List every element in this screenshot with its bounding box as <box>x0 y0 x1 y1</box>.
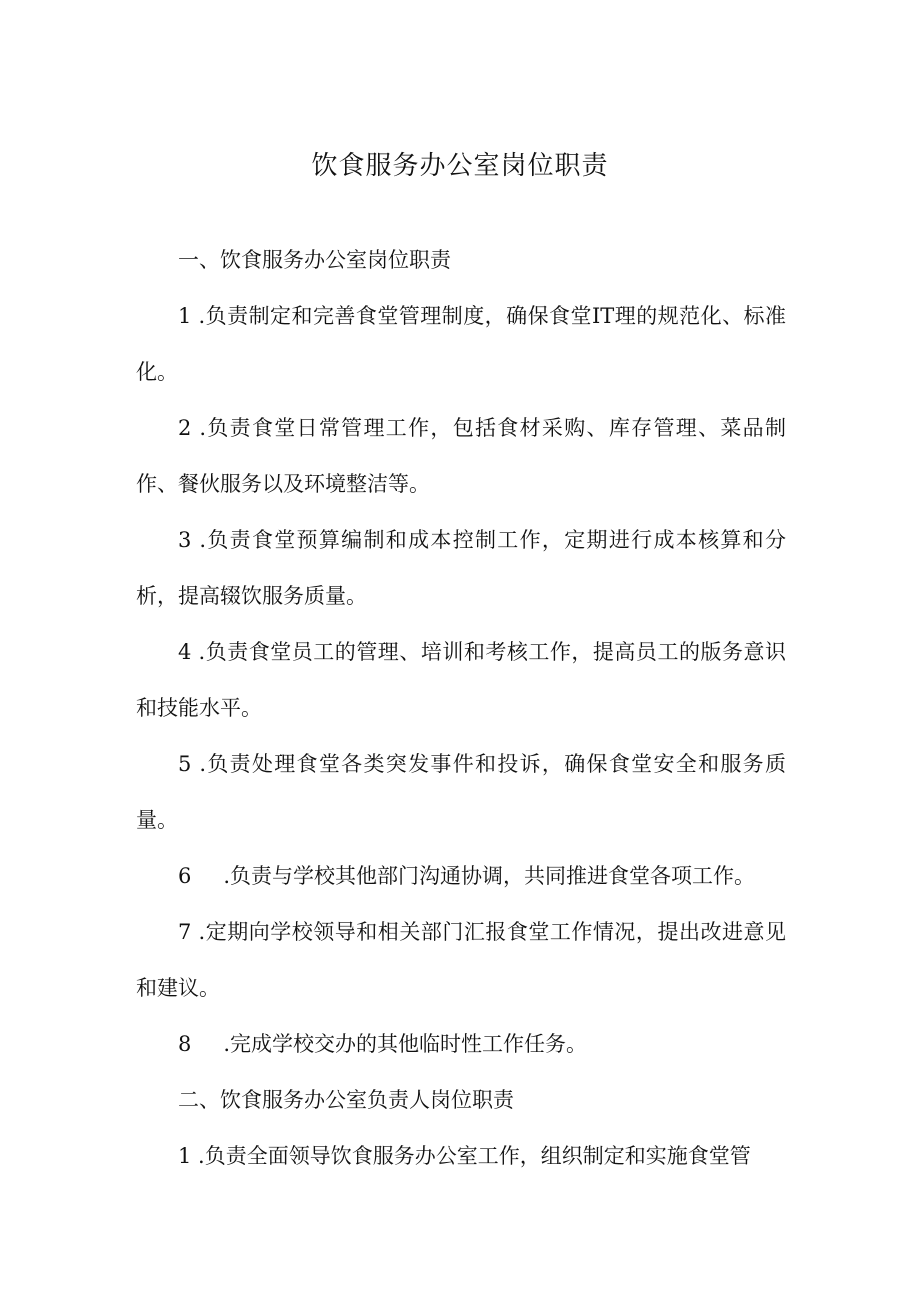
section-heading-2 <box>136 1072 786 1128</box>
list-item <box>136 288 786 400</box>
list-item <box>136 512 786 624</box>
document-body <box>136 232 786 1184</box>
section-heading-1 <box>136 232 786 288</box>
list-item <box>136 1016 786 1072</box>
paragraph-text: 3 .负责食堂预算编制和成本控制工作，定期进行成本核算和分析，提高辍饮服务质量。 <box>136 528 786 608</box>
paragraph-text: .完成学校交办的其他临时性工作任务。 <box>223 1032 588 1056</box>
list-item <box>136 904 786 1016</box>
list-item <box>136 848 786 904</box>
paragraph-text: 5 .负责处理食堂各类突发事件和投诉，确保食堂安全和服务质量。 <box>136 752 786 832</box>
paragraph-text: 2 .负责食堂日常管理工作，包括食材采购、库存管理、菜品制作、餐伙服务以及环境整洁等。 <box>136 416 786 496</box>
paragraph-text: 4 .负责食堂员工的管理、培训和考核工作，提高员工的版务意识和技能水平。 <box>136 640 786 720</box>
paragraph-text: 1 .负责制定和完善食堂管理制度，确保食堂IT理的规范化、标准化。 <box>136 304 786 384</box>
document-title: 饮食服务办公室岗位职责 <box>311 151 609 181</box>
list-item <box>136 400 786 512</box>
paragraph-text: 1 .负责全面领导饮食服务办公室工作，组织制定和实施食堂管 <box>178 1144 751 1168</box>
list-item <box>136 624 786 736</box>
item-number: 6 <box>178 864 192 888</box>
paragraph-text: 一、饮食服务办公室岗位职责 <box>178 248 451 272</box>
item-number: 8 <box>178 1032 192 1056</box>
list-item <box>136 1128 786 1184</box>
paragraph-text: .负责与学校其他部门沟通协调，共同推进食堂各项工作。 <box>223 864 756 888</box>
list-item <box>136 736 786 848</box>
paragraph-text: 7 .定期向学校领导和相关部门汇报食堂工作情况，提出改进意见和建议。 <box>136 920 786 1000</box>
paragraph-text: 二、饮食服务办公室负责人岗位职责 <box>178 1088 514 1112</box>
